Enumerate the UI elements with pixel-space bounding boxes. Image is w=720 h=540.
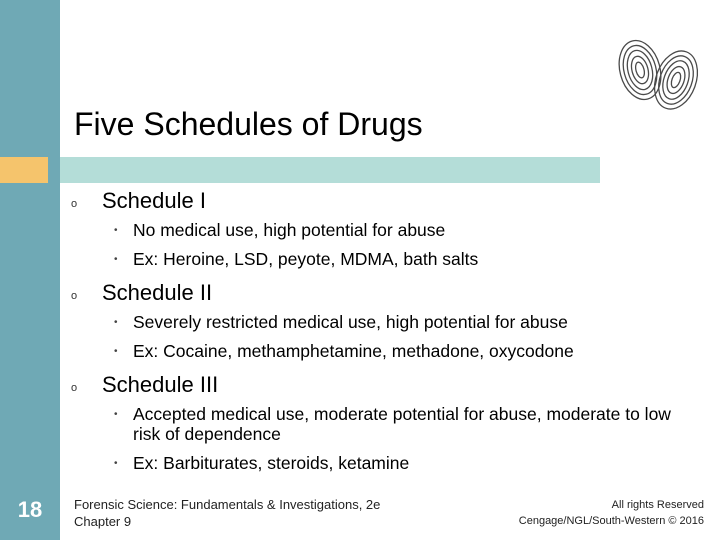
schedule-details [102,404,696,473]
detail-text: Ex: Barbiturates, steroids, ketamine [133,453,410,473]
detail-item [102,404,696,444]
dot-bullet-icon: • [114,458,118,469]
dot-bullet-icon: • [114,254,118,265]
detail-item [102,220,696,240]
schedule-list [66,186,696,482]
detail-text: Ex: Heroine, LSD, peyote, MDMA, bath salts [133,249,479,269]
detail-text: Accepted medical use, moderate potential for abuse, moderate to low risk of dependence [133,404,671,444]
slide-title: Five Schedules of Drugs [74,106,423,142]
footer-book-title: Forensic Science: Fundamentals & Investigations, 2e [74,497,381,512]
dot-bullet-icon: • [114,225,118,236]
detail-item [102,249,696,269]
circle-bullet-icon: o [71,198,78,210]
page-number: 18 [17,497,43,522]
detail-item [102,341,696,361]
sidebar-band [0,0,60,540]
schedule-item [66,186,696,269]
dot-bullet-icon: • [114,317,118,328]
footer-citation [74,496,380,530]
dot-bullet-icon: • [114,346,118,357]
circle-bullet-icon: o [71,290,78,302]
schedule-heading: Schedule II [102,280,213,305]
detail-item [102,312,696,332]
detail-text: Ex: Cocaine, methamphetamine, methadone, oxycodone [133,341,574,361]
footer-copyright [519,497,704,529]
footer-chapter: Chapter 9 [74,514,132,529]
detail-text: No medical use, high potential for abuse [133,220,446,240]
schedule-heading: Schedule III [102,372,219,397]
accent-bar-orange [0,157,48,183]
accent-bar-teal [60,157,600,183]
dot-bullet-icon: • [114,409,118,420]
fingerprint-icon [610,20,706,126]
schedule-heading: Schedule I [102,188,206,213]
schedule-item [66,370,696,473]
schedule-item [66,278,696,361]
footer-publisher: Cengage/NGL/South-Western © 2016 [518,515,704,527]
footer-rights: All rights Reserved [611,499,704,511]
circle-bullet-icon: o [71,382,78,394]
detail-text: Severely restricted medical use, high potential for abuse [133,312,568,332]
detail-item [102,453,696,473]
schedule-details [102,312,696,361]
schedule-details [102,220,696,269]
